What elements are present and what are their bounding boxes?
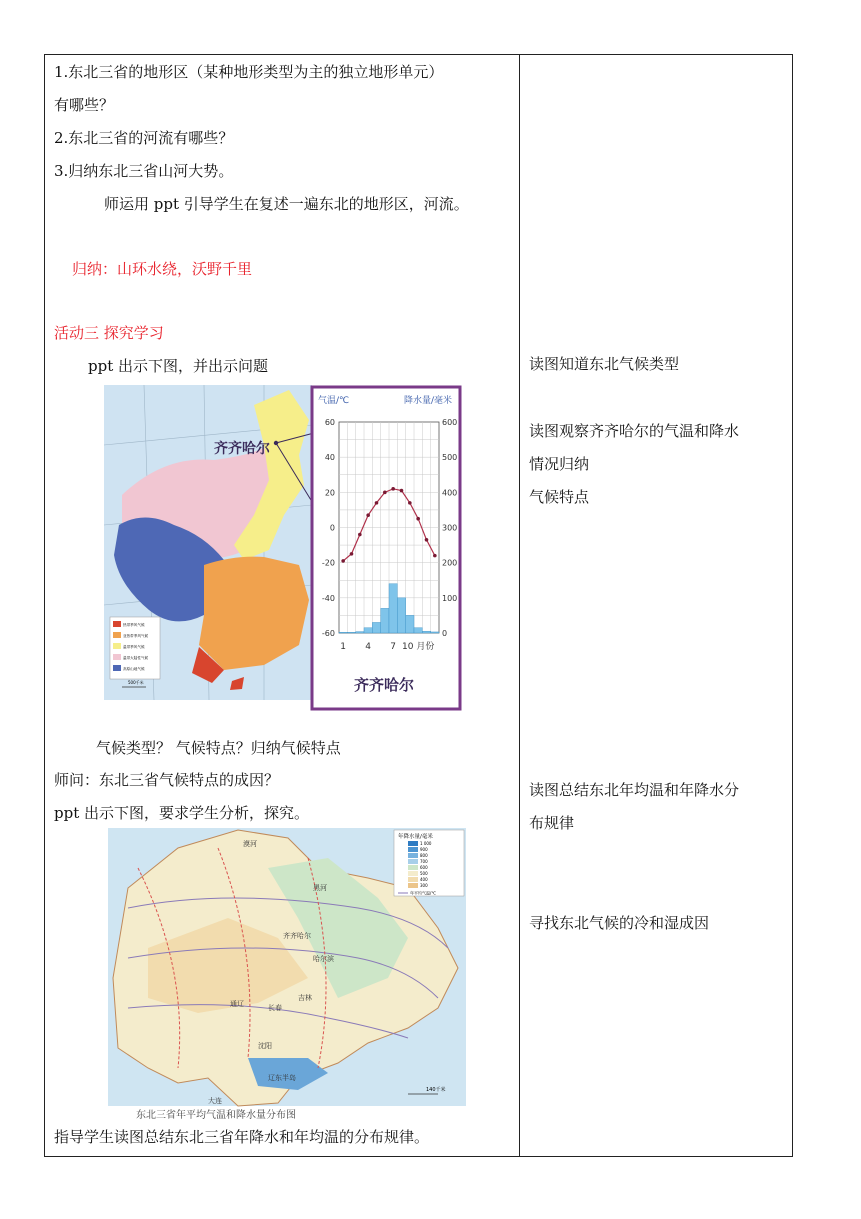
svg-text:年降水量/毫米: 年降水量/毫米 [398,834,433,840]
right-note-3: 气候特点 [529,488,590,506]
question-2: 2.东北三省的河流有哪些？ [54,129,234,147]
svg-text:900: 900 [420,847,428,852]
x-tick: 1 [340,642,347,652]
y-tick-left: -20 [321,558,335,568]
precipitation-bar [431,632,439,633]
ppt-show-1: ppt 出示下图，并出示问题 [88,357,269,375]
precipitation-bar [397,598,405,633]
temperature-point [341,559,345,563]
precipitation-bar [422,631,430,633]
y-tick-right: 0 [442,629,448,638]
city-mohe: 漠河 [243,840,257,848]
svg-text:500: 500 [420,871,428,876]
temperature-point [350,552,354,556]
legend-item: 温带大陆性气候 [123,656,149,660]
y-tick-left: -40 [321,593,335,603]
city-shenyang: 沈阳 [258,1042,272,1050]
legend-item: 高原山地气候 [123,667,145,671]
northeast-map-figure [108,828,466,1120]
city-heihe: 黑河 [313,884,327,892]
right-note-2-line-1: 读图观察齐齐哈尔的气温和降水 [529,422,740,440]
svg-text:600: 600 [420,865,428,870]
x-tick: 10 月份 [402,642,435,652]
y-tick-right: 100 [442,593,458,603]
right-note-4-line-1: 读图总结东北年均温和年降水分 [529,781,740,799]
svg-text:500千米: 500千米 [128,680,144,685]
precipitation-bar [389,584,397,633]
city-label-qiqihar: 齐齐哈尔 [214,441,270,457]
temperature-point [416,517,420,521]
precipitation-bar [414,628,422,633]
guide-text: 指导学生读图总结东北三省年降水和年均温的分布规律。 [54,1128,430,1146]
column-divider [519,55,520,1156]
temperature-point [408,501,412,505]
temperature-point [383,491,387,495]
svg-text:1 000: 1 000 [420,841,432,846]
svg-text:年平均气温/℃: 年平均气温/℃ [410,890,436,896]
city-qiqihar: 齐齐哈尔 [283,932,311,940]
precipitation-bar [364,628,372,633]
map-caption: 东北三省年平均气温和降水量分布图 [136,1110,296,1120]
temperature-point [391,487,395,491]
teacher-question: 师问：东北三省气候特点的成因？ [54,771,280,789]
city-jilin: 吉林 [298,994,312,1002]
svg-text:300: 300 [420,883,428,888]
question-3: 3.归纳东北三省山河大势。 [54,162,234,180]
y-tick-right: 200 [442,558,458,568]
city-harbin: 哈尔滨 [313,955,334,963]
x-tick: 7 [390,642,397,652]
y-tick-right: 500 [442,453,458,463]
right-note-4-line-2: 布规律 [529,814,575,832]
legend-item: 热带季风气候 [123,623,145,627]
map-legend [110,617,160,679]
precipitation-bar [356,632,364,633]
climate-question: 气候类型？ 气候特点？归纳气候特点 [96,739,341,757]
temperature-point [366,513,370,517]
temperature-point [425,538,429,542]
chart-title: 齐齐哈尔 [354,676,415,694]
y-tick-right: 400 [442,488,458,498]
y-tick-right: 600 [442,418,458,427]
city-dalian: 大连 [208,1097,222,1105]
teacher-ppt-note: 师运用 ppt 引导学生在复述一遍东北的地形区，河流。 [104,195,469,213]
question-1-line-2: 有哪些？ [54,96,115,114]
city-changchun: 长春 [268,1004,282,1012]
temperature-point [400,489,404,493]
y-tick-left: 60 [324,418,335,427]
y-tick-left: 0 [329,523,335,533]
temperature-point [375,501,379,505]
legend-item: 温带季风气候 [123,645,145,649]
y-tick-right: 300 [442,523,458,533]
city-liaodong: 辽东半岛 [268,1074,296,1082]
precipitation-bar [372,622,380,633]
precipitation-bar [347,632,355,633]
y-tick-left: 20 [324,488,335,498]
svg-text:800: 800 [420,853,428,858]
y-axis-right-label: 降水量/毫米 [404,396,453,406]
climate-figure [104,385,462,711]
precipitation-bar [406,615,414,633]
ppt-show-2: ppt 出示下图，要求学生分析，探究。 [54,804,310,822]
activity-3-heading: 活动三 探究学习 [54,324,164,342]
summary-text: 归纳：山环水绕，沃野千里 [72,260,253,278]
y-tick-left: 40 [324,453,335,463]
precipitation-bar [381,608,389,633]
temperature-point [433,554,437,558]
precip-legend [394,830,464,896]
temperature-point [358,533,362,537]
precipitation-bar [339,632,347,633]
svg-text:700: 700 [420,859,428,864]
right-note-2-line-2: 情况归纳 [529,455,590,473]
y-axis-left-label: 气温/℃ [318,396,350,406]
y-tick-left: -60 [321,629,335,638]
legend-item: 亚热带季风气候 [123,634,149,638]
right-note-5: 寻找东北气候的冷和湿成因 [529,914,710,932]
city-tongliao: 通辽 [230,1000,244,1008]
svg-text:140千米: 140千米 [426,1087,446,1093]
right-note-1: 读图知道东北气候类型 [529,355,680,373]
question-1-line-1: 1.东北三省的地形区（某种地形类型为主的独立地形单元） [54,63,444,81]
svg-text:400: 400 [420,877,428,882]
x-tick: 4 [365,642,372,652]
